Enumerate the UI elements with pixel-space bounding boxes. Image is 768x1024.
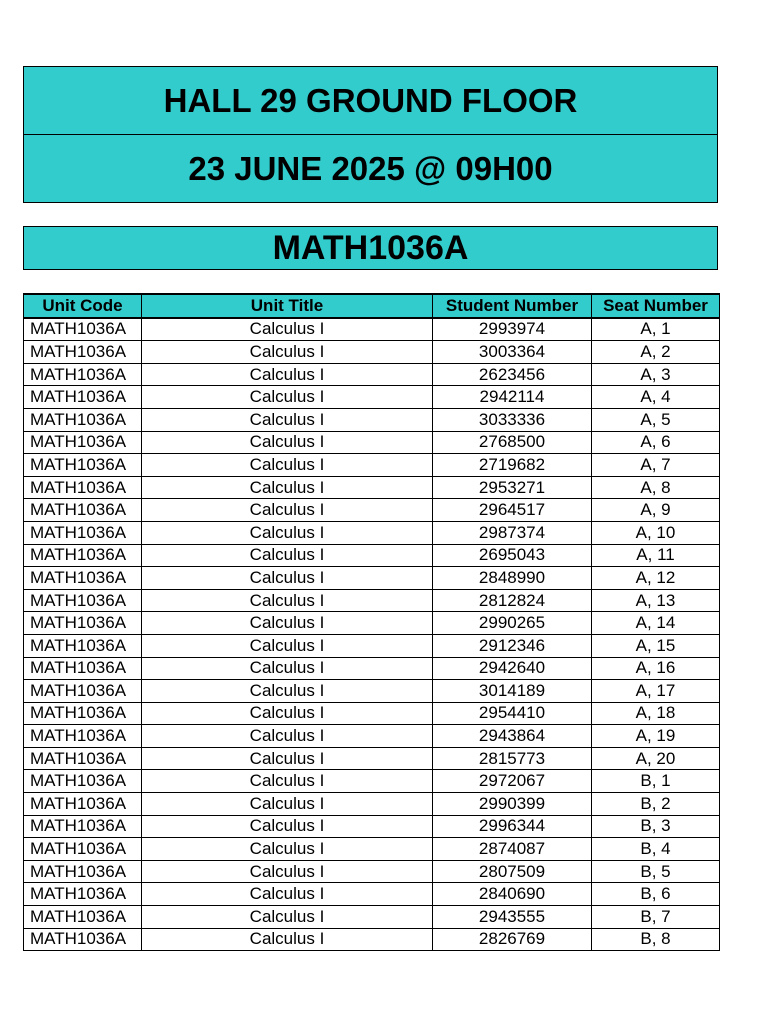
table-header-row xyxy=(24,294,720,318)
cell-student-number: 2623456 xyxy=(433,363,592,386)
cell-student-number: 2874087 xyxy=(433,838,592,861)
cell-student-number: 2964517 xyxy=(433,499,592,522)
cell-seat-number: B, 6 xyxy=(592,883,720,906)
cell-unit-code: MATH1036A xyxy=(24,567,142,590)
cell-student-number: 2942114 xyxy=(433,386,592,409)
column-header-unit-title: Unit Title xyxy=(142,294,433,318)
cell-seat-number: A, 20 xyxy=(592,747,720,770)
cell-seat-number: A, 8 xyxy=(592,476,720,499)
table-row xyxy=(24,567,720,590)
table-row xyxy=(24,770,720,793)
cell-student-number: 2815773 xyxy=(433,747,592,770)
cell-unit-code: MATH1036A xyxy=(24,499,142,522)
cell-unit-title: Calculus I xyxy=(142,883,433,906)
cell-seat-number: A, 9 xyxy=(592,499,720,522)
cell-student-number: 2719682 xyxy=(433,454,592,477)
cell-unit-title: Calculus I xyxy=(142,906,433,929)
cell-student-number: 2953271 xyxy=(433,476,592,499)
cell-unit-code: MATH1036A xyxy=(24,883,142,906)
cell-seat-number: A, 16 xyxy=(592,657,720,680)
cell-seat-number: A, 7 xyxy=(592,454,720,477)
table-row xyxy=(24,544,720,567)
cell-student-number: 2993974 xyxy=(433,318,592,341)
table-row xyxy=(24,702,720,725)
table-row xyxy=(24,838,720,861)
cell-student-number: 2807509 xyxy=(433,860,592,883)
cell-unit-code: MATH1036A xyxy=(24,747,142,770)
cell-unit-title: Calculus I xyxy=(142,838,433,861)
cell-seat-number: A, 14 xyxy=(592,612,720,635)
cell-unit-code: MATH1036A xyxy=(24,363,142,386)
cell-unit-title: Calculus I xyxy=(142,589,433,612)
cell-unit-code: MATH1036A xyxy=(24,476,142,499)
cell-unit-code: MATH1036A xyxy=(24,838,142,861)
cell-unit-title: Calculus I xyxy=(142,770,433,793)
table-row xyxy=(24,928,720,951)
table-row xyxy=(24,363,720,386)
cell-unit-title: Calculus I xyxy=(142,680,433,703)
cell-unit-code: MATH1036A xyxy=(24,860,142,883)
cell-seat-number: A, 10 xyxy=(592,521,720,544)
cell-unit-title: Calculus I xyxy=(142,476,433,499)
cell-unit-title: Calculus I xyxy=(142,793,433,816)
cell-student-number: 2954410 xyxy=(433,702,592,725)
cell-seat-number: A, 18 xyxy=(592,702,720,725)
cell-student-number: 2848990 xyxy=(433,567,592,590)
cell-student-number: 2990265 xyxy=(433,612,592,635)
cell-unit-code: MATH1036A xyxy=(24,680,142,703)
table-row xyxy=(24,883,720,906)
cell-unit-title: Calculus I xyxy=(142,454,433,477)
table-row xyxy=(24,431,720,454)
cell-student-number: 3003364 xyxy=(433,341,592,364)
table-row xyxy=(24,589,720,612)
cell-student-number: 2912346 xyxy=(433,634,592,657)
cell-unit-code: MATH1036A xyxy=(24,793,142,816)
cell-student-number: 2840690 xyxy=(433,883,592,906)
cell-unit-title: Calculus I xyxy=(142,657,433,680)
cell-unit-title: Calculus I xyxy=(142,431,433,454)
cell-seat-number: B, 8 xyxy=(592,928,720,951)
cell-unit-code: MATH1036A xyxy=(24,408,142,431)
cell-seat-number: B, 1 xyxy=(592,770,720,793)
cell-seat-number: B, 4 xyxy=(592,838,720,861)
cell-unit-code: MATH1036A xyxy=(24,589,142,612)
cell-unit-title: Calculus I xyxy=(142,363,433,386)
venue-header xyxy=(23,66,718,203)
cell-unit-title: Calculus I xyxy=(142,567,433,590)
cell-seat-number: B, 3 xyxy=(592,815,720,838)
table-row xyxy=(24,318,720,341)
cell-unit-code: MATH1036A xyxy=(24,815,142,838)
cell-student-number: 2812824 xyxy=(433,589,592,612)
cell-unit-title: Calculus I xyxy=(142,341,433,364)
table-row xyxy=(24,793,720,816)
table-row xyxy=(24,906,720,929)
table-row xyxy=(24,386,720,409)
cell-seat-number: A, 17 xyxy=(592,680,720,703)
cell-unit-title: Calculus I xyxy=(142,634,433,657)
venue-title: HALL 29 GROUND FLOOR xyxy=(24,67,717,135)
cell-unit-title: Calculus I xyxy=(142,815,433,838)
cell-unit-title: Calculus I xyxy=(142,499,433,522)
cell-student-number: 2996344 xyxy=(433,815,592,838)
cell-unit-code: MATH1036A xyxy=(24,725,142,748)
cell-unit-title: Calculus I xyxy=(142,612,433,635)
cell-unit-title: Calculus I xyxy=(142,318,433,341)
cell-seat-number: B, 2 xyxy=(592,793,720,816)
cell-unit-code: MATH1036A xyxy=(24,386,142,409)
cell-seat-number: A, 5 xyxy=(592,408,720,431)
cell-student-number: 2826769 xyxy=(433,928,592,951)
cell-unit-code: MATH1036A xyxy=(24,906,142,929)
cell-student-number: 2942640 xyxy=(433,657,592,680)
cell-unit-code: MATH1036A xyxy=(24,928,142,951)
cell-unit-title: Calculus I xyxy=(142,860,433,883)
cell-unit-code: MATH1036A xyxy=(24,431,142,454)
cell-seat-number: B, 5 xyxy=(592,860,720,883)
table-row xyxy=(24,860,720,883)
cell-unit-title: Calculus I xyxy=(142,408,433,431)
column-header-student-number: Student Number xyxy=(433,294,592,318)
cell-unit-title: Calculus I xyxy=(142,725,433,748)
cell-seat-number: A, 12 xyxy=(592,567,720,590)
cell-unit-code: MATH1036A xyxy=(24,544,142,567)
cell-seat-number: A, 2 xyxy=(592,341,720,364)
cell-unit-code: MATH1036A xyxy=(24,612,142,635)
cell-seat-number: A, 1 xyxy=(592,318,720,341)
exam-datetime: 23 JUNE 2025 @ 09H00 xyxy=(188,150,553,187)
cell-unit-title: Calculus I xyxy=(142,521,433,544)
cell-unit-title: Calculus I xyxy=(142,928,433,951)
table-row xyxy=(24,815,720,838)
cell-unit-code: MATH1036A xyxy=(24,318,142,341)
cell-student-number: 3014189 xyxy=(433,680,592,703)
cell-unit-code: MATH1036A xyxy=(24,770,142,793)
cell-student-number: 2990399 xyxy=(433,793,592,816)
cell-seat-number: A, 13 xyxy=(592,589,720,612)
column-header-seat-number: Seat Number xyxy=(592,294,720,318)
cell-seat-number: A, 15 xyxy=(592,634,720,657)
cell-seat-number: A, 11 xyxy=(592,544,720,567)
cell-unit-title: Calculus I xyxy=(142,544,433,567)
cell-seat-number: A, 3 xyxy=(592,363,720,386)
cell-student-number: 2987374 xyxy=(433,521,592,544)
cell-unit-code: MATH1036A xyxy=(24,521,142,544)
cell-student-number: 2972067 xyxy=(433,770,592,793)
cell-student-number: 2943864 xyxy=(433,725,592,748)
cell-seat-number: A, 4 xyxy=(592,386,720,409)
cell-unit-title: Calculus I xyxy=(142,386,433,409)
unit-code-banner: MATH1036A xyxy=(23,226,718,270)
table-row xyxy=(24,521,720,544)
cell-seat-number: A, 6 xyxy=(592,431,720,454)
table-row xyxy=(24,747,720,770)
table-row xyxy=(24,476,720,499)
table-row xyxy=(24,634,720,657)
cell-unit-code: MATH1036A xyxy=(24,341,142,364)
cell-seat-number: A, 19 xyxy=(592,725,720,748)
cell-student-number: 2695043 xyxy=(433,544,592,567)
cell-seat-number: B, 7 xyxy=(592,906,720,929)
cell-student-number: 2943555 xyxy=(433,906,592,929)
cell-unit-title: Calculus I xyxy=(142,702,433,725)
cell-unit-title: Calculus I xyxy=(142,747,433,770)
table-row xyxy=(24,657,720,680)
cell-student-number: 2768500 xyxy=(433,431,592,454)
column-header-unit-code: Unit Code xyxy=(24,294,142,318)
table-body xyxy=(24,318,720,951)
table-row xyxy=(24,341,720,364)
table-row xyxy=(24,454,720,477)
table-row xyxy=(24,725,720,748)
cell-unit-code: MATH1036A xyxy=(24,702,142,725)
table-row xyxy=(24,408,720,431)
cell-unit-code: MATH1036A xyxy=(24,657,142,680)
cell-student-number: 3033336 xyxy=(433,408,592,431)
table-row xyxy=(24,612,720,635)
cell-unit-code: MATH1036A xyxy=(24,454,142,477)
seating-table xyxy=(23,293,720,951)
table-row xyxy=(24,680,720,703)
cell-unit-code: MATH1036A xyxy=(24,634,142,657)
table-row xyxy=(24,499,720,522)
